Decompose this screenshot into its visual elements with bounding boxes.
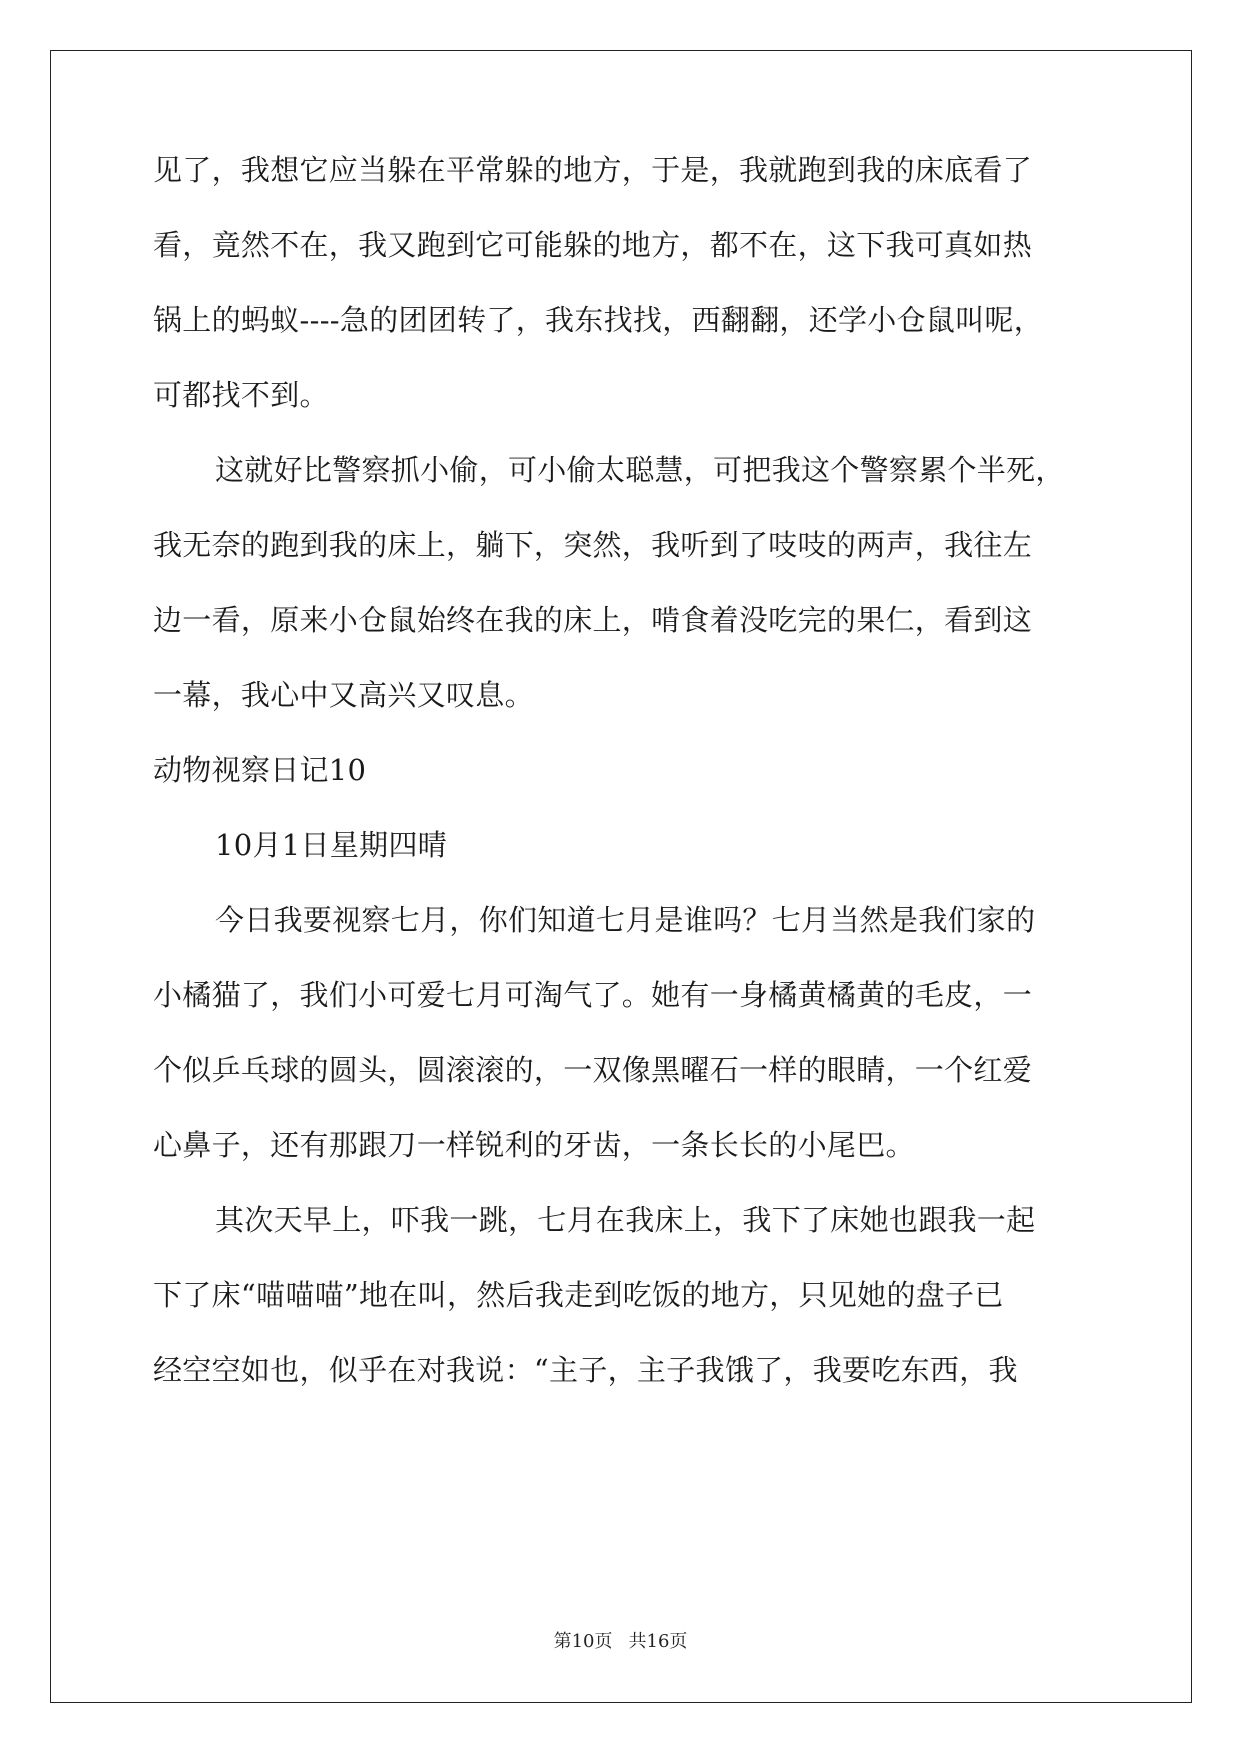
paragraph-2-line-1: 这就好比警察抓小偷，可小偷太聪慧，可把我这个警察累个半死，	[215, 453, 1065, 487]
paragraph-2-line-3: 边一看，原来小仓鼠始终在我的床上，啃食着没吃完的果仁，看到这	[153, 603, 1033, 637]
page-number: 第10页	[553, 1631, 613, 1652]
paragraph-1-line-3: 锅上的蚂蚁----急的团团转了，我东找找，西翻翻，还学小仓鼠叫呢，	[153, 303, 1044, 337]
paragraph-1-line-2: 看，竟然不在，我又跑到它可能躲的地方，都不在，这下我可真如热	[153, 228, 1033, 262]
paragraph-3-line-1: 今日我要视察七月，你们知道七月是谁吗？七月当然是我们家的	[215, 903, 1036, 937]
paragraph-3-line-3: 个似乒乓球的圆头，圆滚滚的，一双像黑曜石一样的眼睛，一个红爱	[153, 1053, 1033, 1087]
paragraph-3-line-4: 心鼻子，还有那跟刀一样锐利的牙齿，一条长长的小尾巴。	[153, 1128, 915, 1162]
paragraph-4-line-2: 下了床“喵喵喵”地在叫，然后我走到吃饭的地方，只见她的盘子已	[153, 1278, 1004, 1312]
page-footer	[0, 1630, 1241, 1654]
paragraph-4-line-1: 其次天早上，吓我一跳，七月在我床上，我下了床她也跟我一起	[215, 1203, 1036, 1237]
paragraph-2-line-2: 我无奈的跑到我的床上，躺下，突然，我听到了吱吱的两声，我往左	[153, 528, 1033, 562]
page-border	[50, 50, 1192, 1703]
page-total: 共16页	[628, 1631, 688, 1652]
paragraph-1-line-1: 见了，我想它应当躲在平常躲的地方，于是，我就跑到我的床底看了	[153, 153, 1033, 187]
paragraph-1-line-4: 可都找不到。	[153, 378, 329, 412]
section-heading: 动物视察日记10	[153, 753, 367, 787]
diary-date: 10月1日星期四晴	[215, 828, 448, 862]
paragraph-4-line-3: 经空空如也，似乎在对我说：“主子，主子我饿了，我要吃东西，我	[153, 1353, 1018, 1387]
paragraph-3-line-2: 小橘猫了，我们小可爱七月可淘气了。她有一身橘黄橘黄的毛皮，一	[153, 978, 1033, 1012]
paragraph-2-line-4: 一幕，我心中又高兴又叹息。	[153, 678, 534, 712]
